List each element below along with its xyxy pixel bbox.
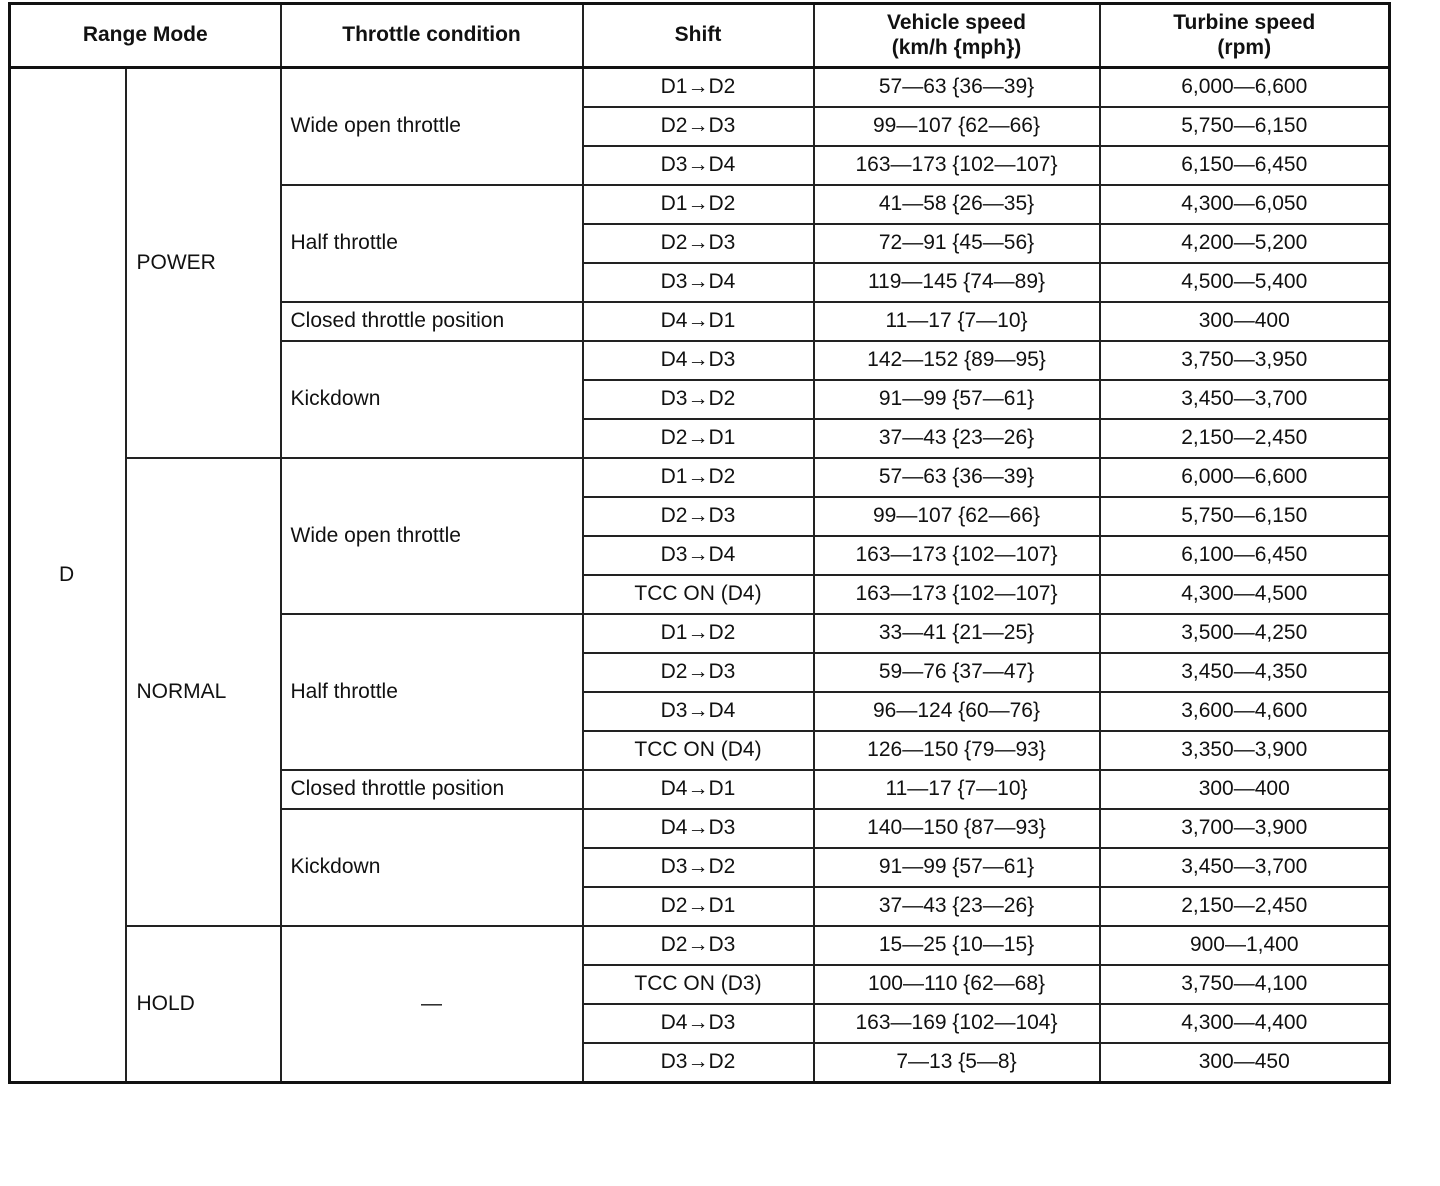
turbine-speed-cell: 3,450—3,700 bbox=[1100, 380, 1390, 419]
shift-cell: D1→D2 bbox=[583, 68, 814, 108]
turbine-speed-cell: 3,750—3,950 bbox=[1100, 341, 1390, 380]
throttle-condition-cell: Kickdown bbox=[281, 341, 583, 458]
shift-cell: D1→D2 bbox=[583, 185, 814, 224]
shift-cell: D2→D3 bbox=[583, 926, 814, 965]
vehicle-speed-cell: 7—13 {5—8} bbox=[814, 1043, 1100, 1083]
turbine-speed-cell: 3,350—3,900 bbox=[1100, 731, 1390, 770]
mode-cell: HOLD bbox=[126, 926, 281, 1083]
shift-cell: D2→D3 bbox=[583, 497, 814, 536]
shift-cell: D3→D4 bbox=[583, 146, 814, 185]
turbine-speed-cell: 6,100—6,450 bbox=[1100, 536, 1390, 575]
shift-cell: D2→D3 bbox=[583, 107, 814, 146]
vehicle-speed-cell: 119—145 {74—89} bbox=[814, 263, 1100, 302]
vehicle-speed-cell: 11—17 {7—10} bbox=[814, 302, 1100, 341]
turbine-speed-cell: 3,750—4,100 bbox=[1100, 965, 1390, 1004]
range-cell: D bbox=[10, 68, 126, 1083]
shift-cell: D4→D3 bbox=[583, 1004, 814, 1043]
shift-cell: D4→D1 bbox=[583, 302, 814, 341]
turbine-speed-cell: 900—1,400 bbox=[1100, 926, 1390, 965]
header-vehicle-speed-unit: (km/h {mph}) bbox=[891, 35, 1022, 59]
turbine-speed-cell: 4,200—5,200 bbox=[1100, 224, 1390, 263]
vehicle-speed-cell: 41—58 {26—35} bbox=[814, 185, 1100, 224]
shift-cell: TCC ON (D3) bbox=[583, 965, 814, 1004]
vehicle-speed-cell: 37—43 {23—26} bbox=[814, 887, 1100, 926]
vehicle-speed-cell: 57—63 {36—39} bbox=[814, 68, 1100, 108]
header-turbine-speed-unit: (rpm) bbox=[1217, 35, 1272, 59]
throttle-condition-cell: Closed throttle position bbox=[281, 302, 583, 341]
throttle-condition-cell: — bbox=[281, 926, 583, 1083]
throttle-condition-cell: Kickdown bbox=[281, 809, 583, 926]
turbine-speed-cell: 5,750—6,150 bbox=[1100, 497, 1390, 536]
vehicle-speed-cell: 99—107 {62—66} bbox=[814, 497, 1100, 536]
vehicle-speed-cell: 11—17 {7—10} bbox=[814, 770, 1100, 809]
turbine-speed-cell: 6,000—6,600 bbox=[1100, 458, 1390, 497]
mode-cell: NORMAL bbox=[126, 458, 281, 926]
vehicle-speed-cell: 15—25 {10—15} bbox=[814, 926, 1100, 965]
vehicle-speed-cell: 126—150 {79—93} bbox=[814, 731, 1100, 770]
header-turbine-speed bbox=[1100, 4, 1390, 68]
shift-cell: D1→D2 bbox=[583, 614, 814, 653]
header-shift: Shift bbox=[583, 4, 814, 68]
turbine-speed-cell: 3,450—3,700 bbox=[1100, 848, 1390, 887]
vehicle-speed-cell: 140—150 {87—93} bbox=[814, 809, 1100, 848]
vehicle-speed-cell: 99—107 {62—66} bbox=[814, 107, 1100, 146]
table-body bbox=[10, 68, 1390, 1083]
throttle-condition-cell: Wide open throttle bbox=[281, 68, 583, 186]
vehicle-speed-cell: 163—169 {102—104} bbox=[814, 1004, 1100, 1043]
shift-cell: D3→D4 bbox=[583, 536, 814, 575]
header-row bbox=[10, 4, 1390, 68]
header-vehicle-speed bbox=[814, 4, 1100, 68]
vehicle-speed-cell: 59—76 {37—47} bbox=[814, 653, 1100, 692]
header-turbine-speed-label: Turbine speed bbox=[1173, 11, 1316, 35]
throttle-condition-cell: Closed throttle position bbox=[281, 770, 583, 809]
header-throttle-condition: Throttle condition bbox=[281, 4, 583, 68]
vehicle-speed-cell: 37—43 {23—26} bbox=[814, 419, 1100, 458]
shift-schedule-table bbox=[8, 2, 1391, 1084]
turbine-speed-cell: 4,300—4,500 bbox=[1100, 575, 1390, 614]
shift-cell: D2→D3 bbox=[583, 653, 814, 692]
turbine-speed-cell: 300—400 bbox=[1100, 302, 1390, 341]
vehicle-speed-cell: 72—91 {45—56} bbox=[814, 224, 1100, 263]
shift-cell: TCC ON (D4) bbox=[583, 575, 814, 614]
table-row bbox=[10, 458, 1390, 497]
turbine-speed-cell: 6,000—6,600 bbox=[1100, 68, 1390, 108]
turbine-speed-cell: 2,150—2,450 bbox=[1100, 419, 1390, 458]
vehicle-speed-cell: 142—152 {89—95} bbox=[814, 341, 1100, 380]
shift-cell: D4→D3 bbox=[583, 809, 814, 848]
turbine-speed-cell: 4,500—5,400 bbox=[1100, 263, 1390, 302]
shift-cell: D3→D2 bbox=[583, 380, 814, 419]
turbine-speed-cell: 2,150—2,450 bbox=[1100, 887, 1390, 926]
vehicle-speed-cell: 33—41 {21—25} bbox=[814, 614, 1100, 653]
throttle-condition-cell: Wide open throttle bbox=[281, 458, 583, 614]
shift-cell: D2→D1 bbox=[583, 419, 814, 458]
vehicle-speed-cell: 57—63 {36—39} bbox=[814, 458, 1100, 497]
throttle-condition-cell: Half throttle bbox=[281, 185, 583, 302]
table-row bbox=[10, 68, 1390, 108]
shift-cell: D2→D1 bbox=[583, 887, 814, 926]
shift-cell: D4→D3 bbox=[583, 341, 814, 380]
shift-cell: D3→D2 bbox=[583, 848, 814, 887]
shift-cell: D4→D1 bbox=[583, 770, 814, 809]
shift-cell: D3→D2 bbox=[583, 1043, 814, 1083]
shift-cell: TCC ON (D4) bbox=[583, 731, 814, 770]
vehicle-speed-cell: 100—110 {62—68} bbox=[814, 965, 1100, 1004]
turbine-speed-cell: 3,700—3,900 bbox=[1100, 809, 1390, 848]
turbine-speed-cell: 300—450 bbox=[1100, 1043, 1390, 1083]
vehicle-speed-cell: 163—173 {102—107} bbox=[814, 536, 1100, 575]
turbine-speed-cell: 5,750—6,150 bbox=[1100, 107, 1390, 146]
header-vehicle-speed-label: Vehicle speed bbox=[887, 11, 1026, 35]
shift-cell: D1→D2 bbox=[583, 458, 814, 497]
turbine-speed-cell: 4,300—4,400 bbox=[1100, 1004, 1390, 1043]
mode-cell: POWER bbox=[126, 68, 281, 459]
throttle-condition-cell: Half throttle bbox=[281, 614, 583, 770]
vehicle-speed-cell: 91—99 {57—61} bbox=[814, 380, 1100, 419]
vehicle-speed-cell: 91—99 {57—61} bbox=[814, 848, 1100, 887]
shift-cell: D2→D3 bbox=[583, 224, 814, 263]
turbine-speed-cell: 3,600—4,600 bbox=[1100, 692, 1390, 731]
vehicle-speed-cell: 96—124 {60—76} bbox=[814, 692, 1100, 731]
turbine-speed-cell: 3,500—4,250 bbox=[1100, 614, 1390, 653]
header-range-mode: Range Mode bbox=[10, 4, 281, 68]
turbine-speed-cell: 4,300—6,050 bbox=[1100, 185, 1390, 224]
vehicle-speed-cell: 163—173 {102—107} bbox=[814, 575, 1100, 614]
turbine-speed-cell: 6,150—6,450 bbox=[1100, 146, 1390, 185]
turbine-speed-cell: 300—400 bbox=[1100, 770, 1390, 809]
shift-cell: D3→D4 bbox=[583, 263, 814, 302]
shift-cell: D3→D4 bbox=[583, 692, 814, 731]
table-row bbox=[10, 926, 1390, 965]
turbine-speed-cell: 3,450—4,350 bbox=[1100, 653, 1390, 692]
vehicle-speed-cell: 163—173 {102—107} bbox=[814, 146, 1100, 185]
